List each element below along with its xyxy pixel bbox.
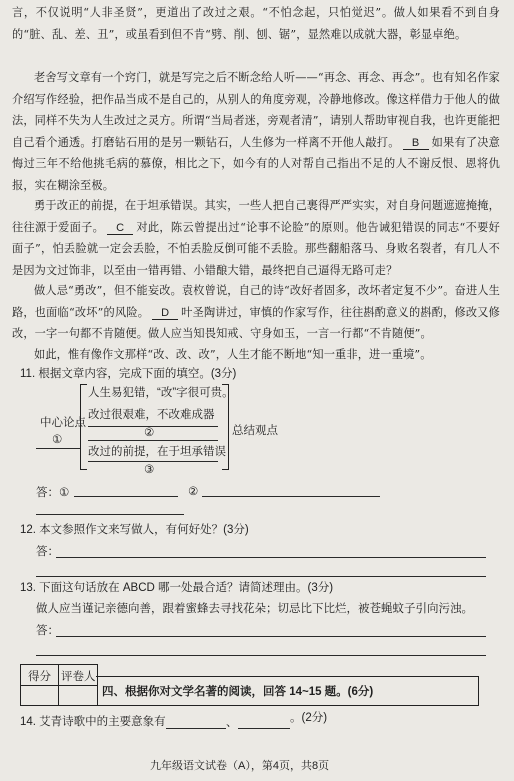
- q11-row2: 改过很艰难，不改难成器: [88, 409, 215, 421]
- blank-c: C: [107, 222, 133, 235]
- q13-answer-label: 答：: [36, 625, 59, 637]
- score-label: 得分: [28, 671, 51, 683]
- q11-blank1-line[interactable]: [36, 448, 80, 449]
- q11-answer1-line[interactable]: [74, 496, 178, 497]
- q14-sep2: 。(2分): [290, 712, 328, 724]
- q11-row1: 人生易犯错，“改”字很可贵。: [88, 387, 234, 399]
- blank-b: B: [403, 137, 429, 150]
- q11-prompt: 11. 根据文章内容，完成下面的填空。(3分): [20, 368, 237, 380]
- q14-sep1: 、: [226, 717, 238, 729]
- q11-center-label: 中心论点: [40, 417, 86, 429]
- section4-title-box: [96, 676, 479, 706]
- q14-blank-2[interactable]: [238, 728, 290, 729]
- section4-title: 四、根据你对文学名著的阅读，回答 14~15 题。(6分): [102, 686, 374, 698]
- q11-answer2-line[interactable]: [202, 496, 380, 497]
- score-box: [20, 664, 98, 706]
- q11-blank1-marker: ①: [52, 434, 63, 446]
- q12-prompt: 12. 本文参照作文来写做人，有何好处？(3分): [20, 524, 249, 536]
- q14-blank-1[interactable]: [166, 728, 226, 729]
- grader-label: 评卷人: [61, 671, 96, 683]
- q14-prompt: 14. 艾青诗歌中的主要意象有: [20, 716, 166, 728]
- q12-answer-label: 答：: [36, 546, 59, 558]
- passage-paragraph-1: 言，不仅说明“人非圣贤”，更道出了改过之艰。“不怕念起，只怕觉迟”。做人如果看不到自身的“脏、乱、差、丑”，或虽看到但不肯“劈、削、刨、锯”，显然难以成就大器，彰显卓绝。: [12, 6, 500, 41]
- blank-d: D: [152, 307, 178, 320]
- passage-paragraph-4: 做人忌“勇改”，但不能妄改。袁枚曾说，自己的诗“改好者固多，改坏者定复不少”。奋进人生路，也面临“改坏”的风险。 D 叶圣陶讲过，审慎的作家写作，往往斟酌意义的斟酌，修改又修改，一字一句都不肯随便。做人应当知畏知戒、守身如玉，一言一行都“不肯随便”。: [12, 284, 501, 341]
- q13-answer-line-2[interactable]: [36, 655, 486, 656]
- passage-paragraph-5: 如此，惟有像作文那样“改、改、改”，人生才能不断地“知一重非，进一重境”。: [34, 348, 432, 361]
- q13-sentence: 做人应当谨记亲德向善，跟着蜜蜂去寻找花朵；切忌比下比烂，被苍蝇蚊子引向污浊。: [36, 603, 473, 615]
- q12-answer-line-1[interactable]: [56, 557, 486, 558]
- q11-row3: 改过的前提，在于坦承错误: [88, 446, 226, 458]
- q11-summary-label: 总结观点: [232, 425, 278, 437]
- passage-paragraph-2: 老舍写文章有一个窍门，就是写完之后不断念给人听——“再念、再念、再念”。也有知名作家介绍写作经验，把作品当成不是自己的，从别人的角度旁观，冷静地修改。像这样借力于他人的做法，同样不失为人生改过之灵方。所谓“当局者迷，旁观者清”，请别人帮助审视自我，也许更能把自己看个通透。打磨钻石用的是另一颗钻石，人生修为一样离不开他人敲打。 B 如果有了决意悔过三年不给他挑毛病的慕僚，相比之下，如今有的人对帮自己指出不足的人不谢反恨、恩将仇报，实在糊涂至极。: [12, 71, 500, 192]
- q11-left-brace: [80, 384, 87, 470]
- page-footer: 九年级语文试卷（A），第4页，共8页: [150, 760, 330, 772]
- q13-answer-line-1[interactable]: [56, 636, 486, 637]
- passage-paragraph-3: 勇于改正的前提，在于坦承错误。其实，一些人把自己裹得严严实实，对自身问题遮遮掩掩，往往源于爱面子。 C 对此，陈云曾提出过“论事不论脸”的原则。他告诫犯错误的同志“不要好面子”，怕丢脸就一定会丢脸，不怕丢脸反倒可能不丢脸。那些翻船落马、身败名裂者，有几人不是因为文过饰非，以至由一错再错、小错酿大错，最终把自己逼得无路可走？: [12, 199, 500, 277]
- q13-prompt: 13. 下面这句话放在 ABCD 哪一处最合适？请简述理由。(3分): [20, 582, 334, 594]
- q11-blank2-marker: ②: [144, 427, 155, 439]
- q11-answer-mid: ②: [188, 486, 199, 498]
- q11-answer3-line[interactable]: [36, 514, 184, 515]
- q11-answer-label: 答：①: [36, 487, 70, 499]
- q12-answer-line-2[interactable]: [36, 576, 486, 577]
- q11-blank3-marker: ③: [144, 464, 155, 476]
- q11-blank2-line[interactable]: [88, 440, 218, 441]
